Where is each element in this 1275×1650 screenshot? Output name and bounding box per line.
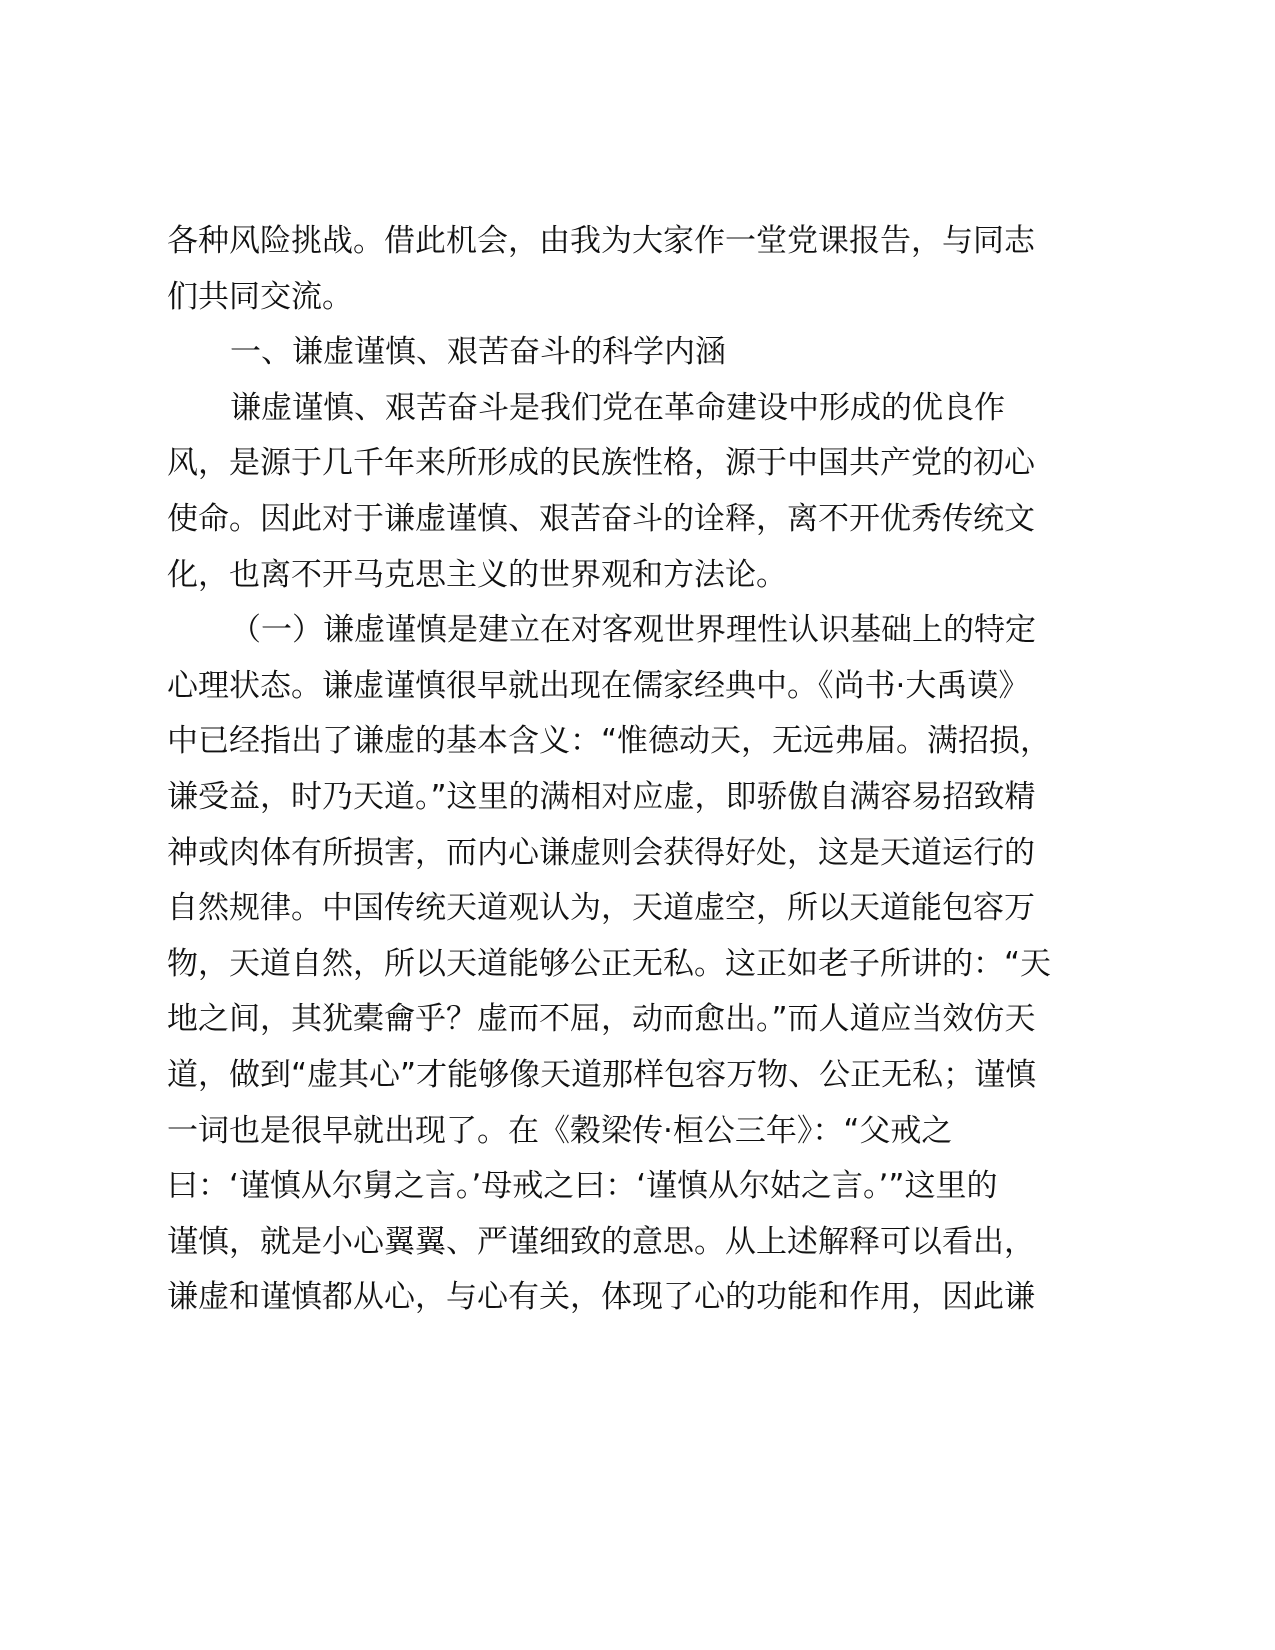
paragraph-line-9: 中已经指出了谦虚的基本含义：“惟德动天，无远弗届。满招损， xyxy=(167,723,1052,759)
paragraph-line-3: 谦虚谨慎、艰苦奋斗是我们党在革命建设中形成的优良作 xyxy=(230,390,1005,426)
paragraph-line-14: 地之间，其犹橐龠乎？虚而不屈，动而愈出。”而人道应当效仿天 xyxy=(167,1001,1036,1037)
paragraph-line-13: 物，天道自然，所以天道能够公正无私。这正如老子所讲的：“天 xyxy=(167,946,1052,982)
paragraph-line-12: 自然规律。中国传统天道观认为，天道虚空，所以天道能包容万 xyxy=(167,890,1035,926)
paragraph-line-16: 一词也是很早就出现了。在《穀梁传·桓公三年》：“父戒之 xyxy=(167,1113,953,1149)
paragraph-line-2: 们共同交流。 xyxy=(167,279,353,315)
paragraph-line-8: 心理状态。谦虚谨慎很早就出现在儒家经典中。《尚书·大禹谟》 xyxy=(167,668,1030,704)
paragraph-line-1: 各种风险挑战。借此机会，由我为大家作一堂党课报告，与同志 xyxy=(167,223,1035,259)
paragraph-line-5: 使命。因此对于谦虚谨慎、艰苦奋斗的诠释，离不开优秀传统文 xyxy=(167,501,1035,537)
subsection-heading-line: （一）谦虚谨慎是建立在对客观世界理性认识基础上的特定 xyxy=(230,612,1036,648)
section-heading: 一、谦虚谨慎、艰苦奋斗的科学内涵 xyxy=(230,334,726,370)
paragraph-line-10: 谦受益，时乃天道。”这里的满相对应虚，即骄傲自满容易招致精 xyxy=(167,779,1036,815)
paragraph-line-4: 风，是源于几千年来所形成的民族性格，源于中国共产党的初心 xyxy=(167,445,1035,481)
paragraph-line-17: 曰：‘谨慎从尔舅之言。’母戒之曰：‘谨慎从尔姑之言。’”这里的 xyxy=(167,1168,998,1204)
paragraph-line-6: 化，也离不开马克思主义的世界观和方法论。 xyxy=(167,557,787,593)
paragraph-line-19: 谦虚和谨慎都从心，与心有关，体现了心的功能和作用，因此谦 xyxy=(167,1279,1035,1315)
paragraph-line-11: 神或肉体有所损害，而内心谦虚则会获得好处，这是天道运行的 xyxy=(167,835,1035,871)
paragraph-line-18: 谨慎，就是小心翼翼、严谨细致的意思。从上述解释可以看出， xyxy=(167,1224,1035,1260)
paragraph-line-15: 道，做到“虚其心”才能够像天道那样包容万物、公正无私；谨慎 xyxy=(167,1057,1037,1093)
